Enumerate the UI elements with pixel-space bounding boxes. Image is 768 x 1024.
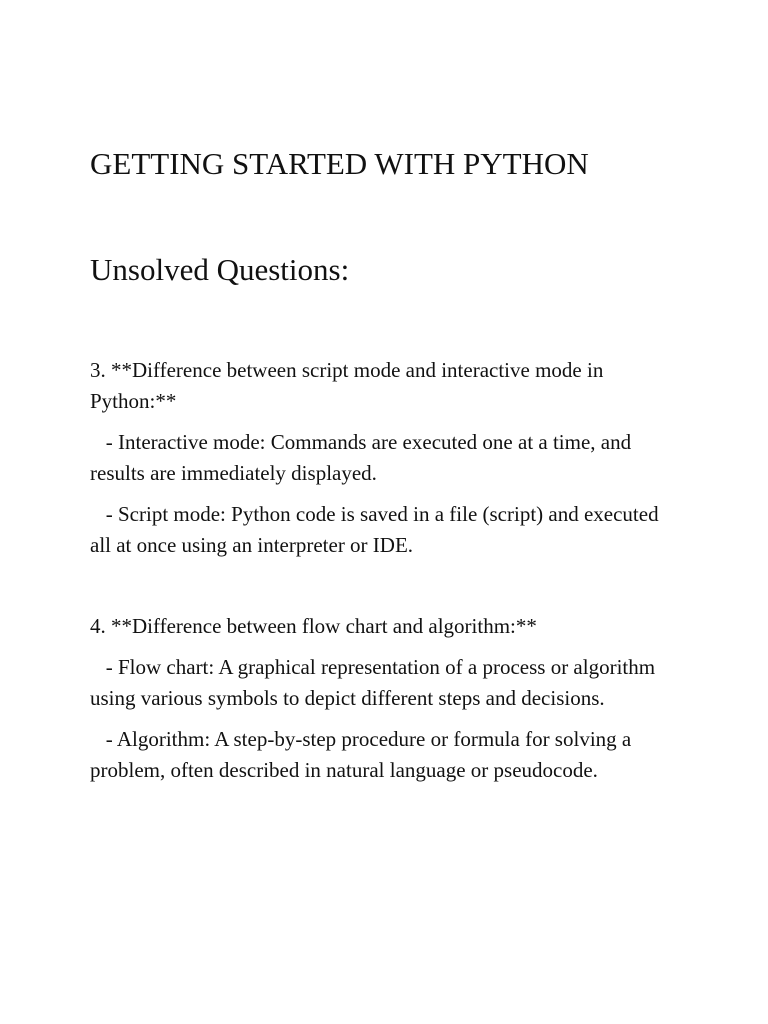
question-heading: 4. **Difference between flow chart and algorithm:** [90,614,537,638]
question-block [90,355,680,561]
answer-item: - Interactive mode: Commands are executed one at a time, and results are immediately displayed. [90,430,637,485]
question-heading: 3. **Difference between script mode and interactive mode in Python:** [90,358,604,413]
section-heading: Unsolved Questions: [90,252,350,287]
answer-item: - Script mode: Python code is saved in a file (script) and executed all at once using an interpreter or IDE. [90,502,664,557]
document-title: GETTING STARTED WITH PYTHON [90,146,589,181]
answer-item: - Flow chart: A graphical representation of a process or algorithm using various symbols to depict different steps and decisions. [90,655,661,710]
question-block [90,611,680,786]
answer-item: - Algorithm: A step-by-step procedure or formula for solving a problem, often described in natural language or pseudocode. [90,727,637,782]
